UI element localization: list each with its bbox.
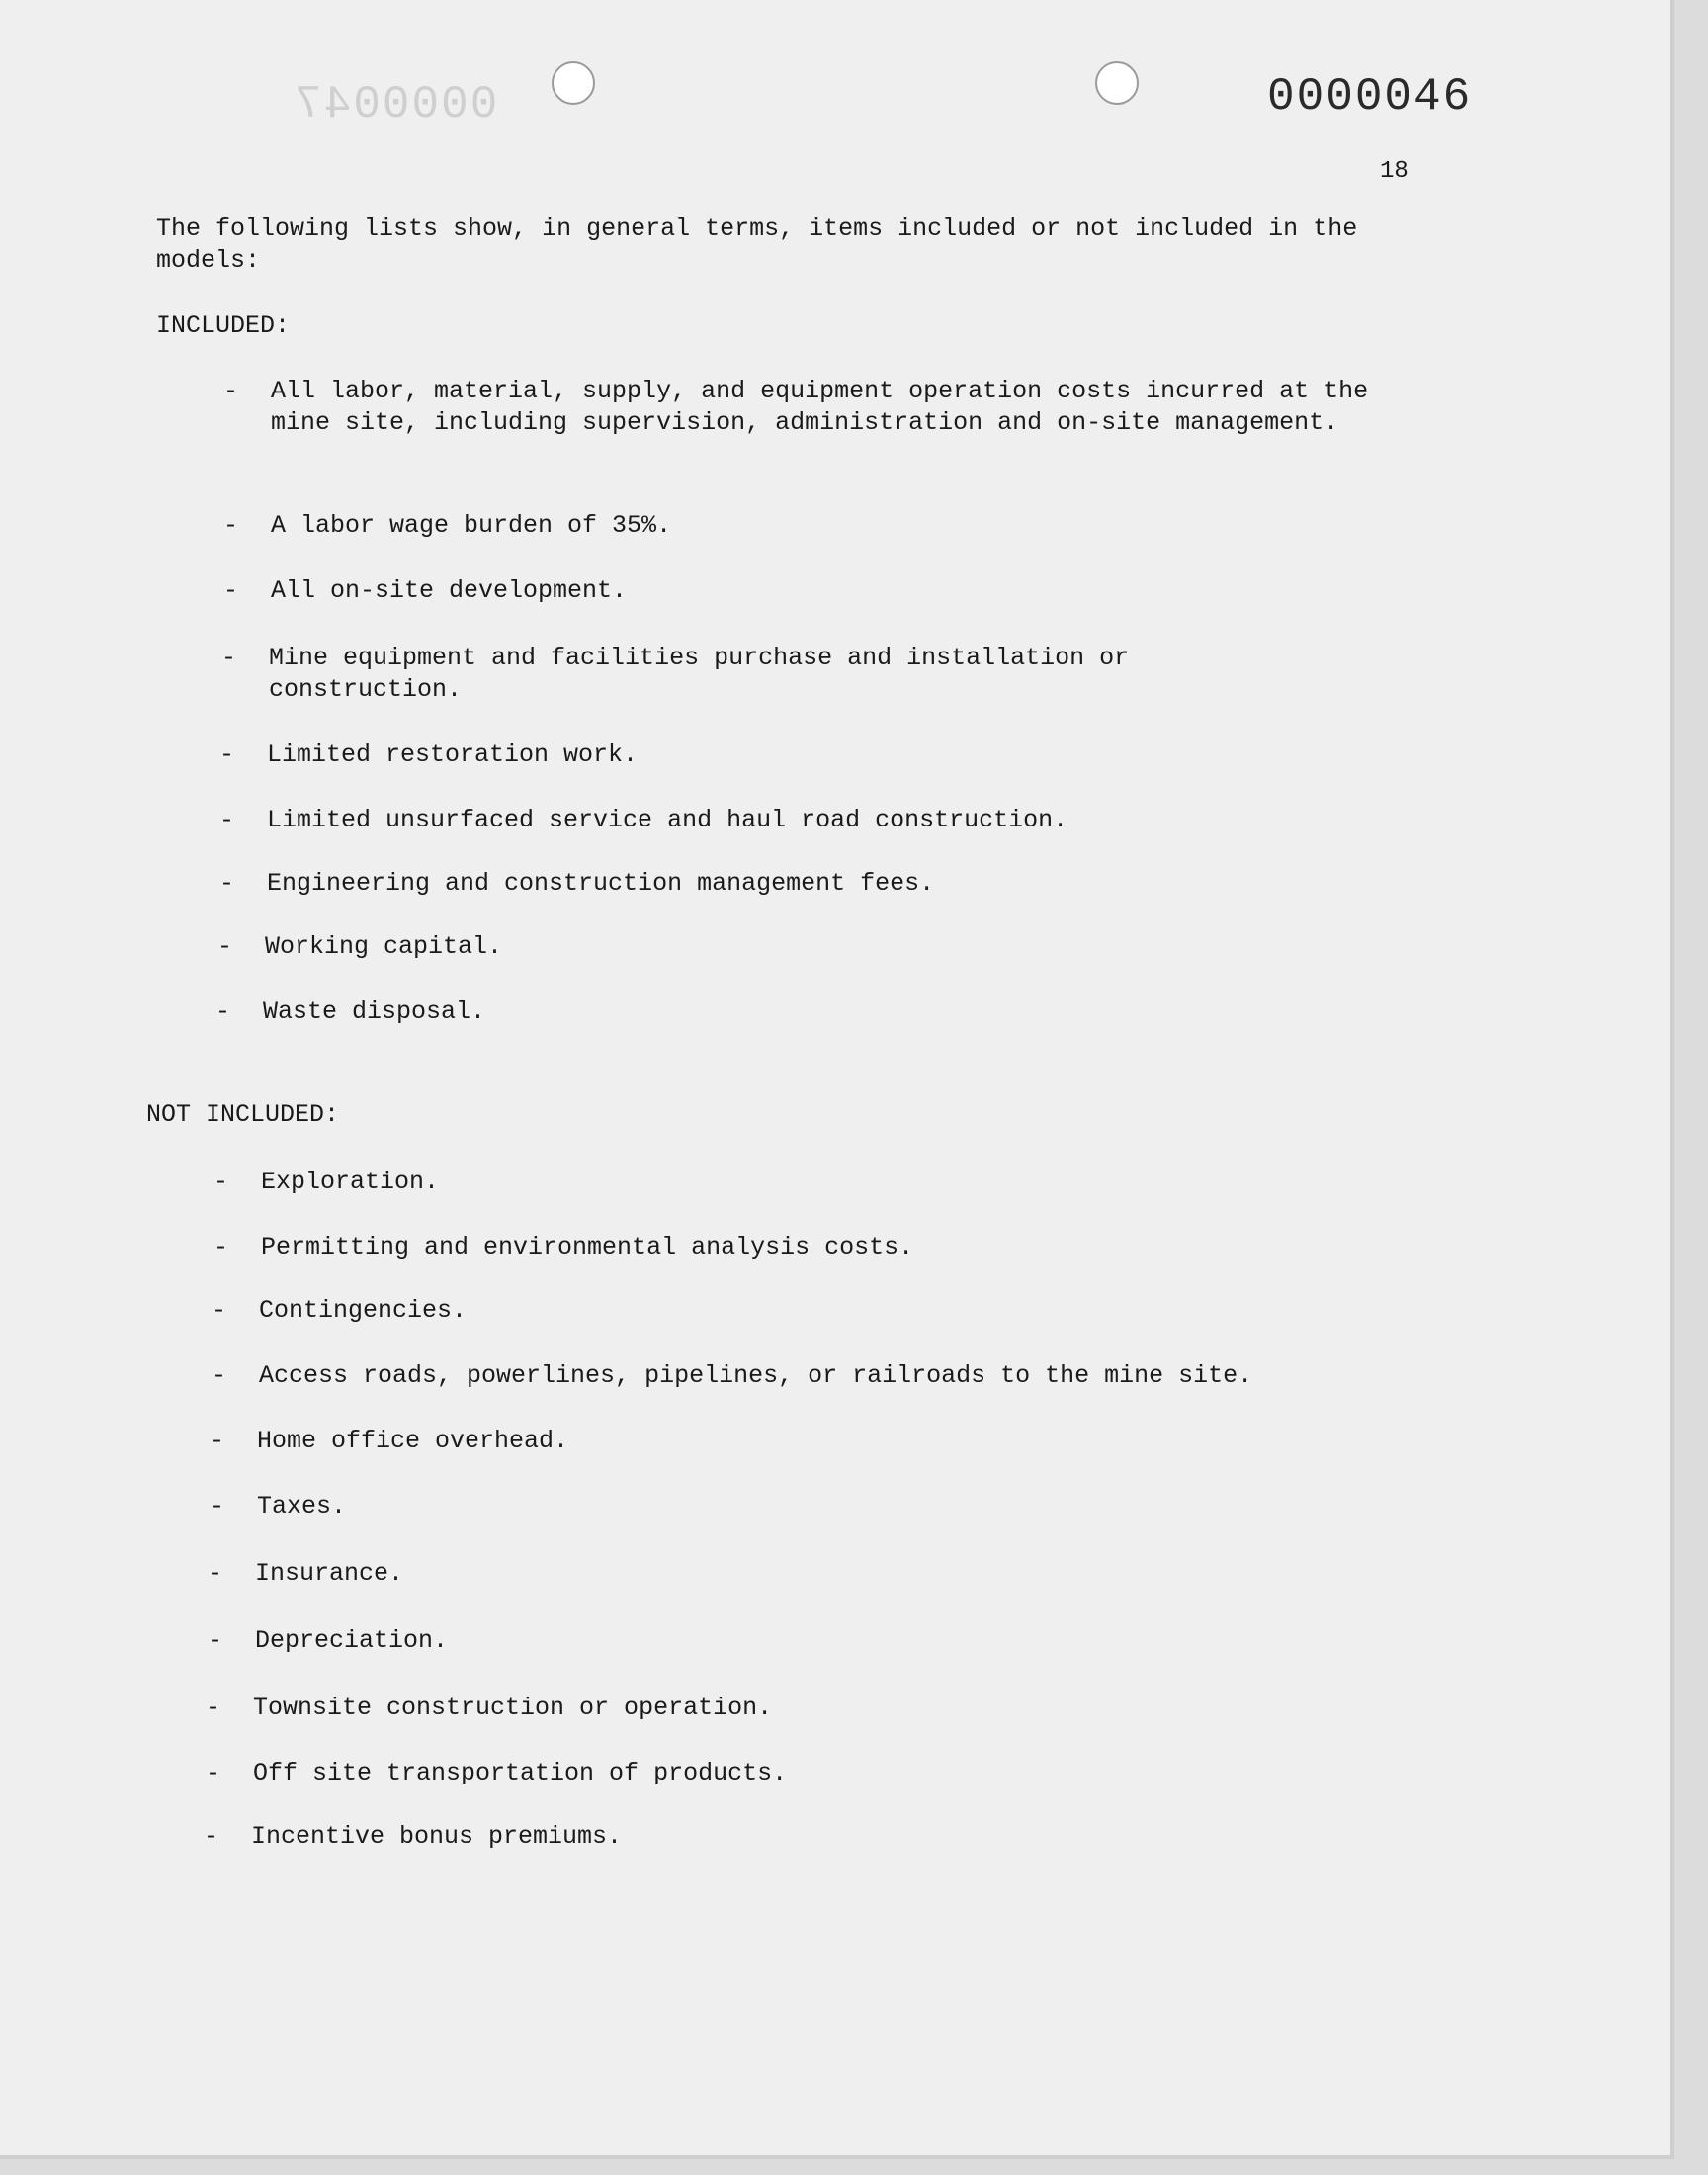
- document-stamp-number: 0000046: [1267, 71, 1473, 123]
- not-included-item-text: Access roads, powerlines, pipelines, or railroads to the mine site.: [259, 1361, 1253, 1390]
- not-included-item-text: Permitting and environmental analysis costs.: [261, 1233, 914, 1262]
- included-item-text: All on-site development.: [271, 576, 628, 605]
- included-item-text: Waste disposal.: [263, 998, 486, 1026]
- bullet-dash: -: [206, 1694, 221, 1722]
- included-item-text: Engineering and construction management fees.: [267, 869, 935, 898]
- bullet-dash: -: [215, 998, 231, 1026]
- page-number: 18: [1380, 158, 1409, 185]
- bullet-dash: -: [214, 1168, 229, 1196]
- bullet-dash: -: [210, 1427, 225, 1455]
- not-included-heading: NOT INCLUDED:: [146, 1100, 340, 1129]
- not-included-item-text: Home office overhead.: [257, 1427, 569, 1455]
- not-included-item-text: Taxes.: [257, 1492, 347, 1521]
- not-included-item-text: Depreciation.: [255, 1626, 449, 1655]
- bullet-dash: -: [219, 869, 235, 898]
- not-included-item-text: Insurance.: [255, 1559, 404, 1588]
- bullet-dash: -: [223, 511, 239, 540]
- included-item-text: Limited restoration work.: [267, 740, 639, 769]
- not-included-item-text: Contingencies.: [259, 1296, 468, 1325]
- bleed-through-stamp: 0000047: [293, 79, 498, 130]
- included-item-text: Mine equipment and facilities purchase and installation or construction.: [269, 644, 1130, 704]
- included-item-text: Working capital.: [265, 932, 503, 961]
- bullet-dash: -: [206, 1759, 221, 1787]
- bullet-dash: -: [217, 932, 233, 961]
- bullet-dash: -: [208, 1559, 223, 1588]
- bullet-dash: -: [212, 1296, 227, 1325]
- bullet-dash: -: [221, 644, 237, 672]
- not-included-item-text: Townsite construction or operation.: [253, 1694, 773, 1722]
- not-included-item-text: Off site transportation of products.: [253, 1759, 788, 1787]
- bullet-dash: -: [223, 377, 239, 405]
- bullet-dash: -: [223, 576, 239, 605]
- bullet-dash: -: [210, 1492, 225, 1521]
- not-included-item-text: Incentive bonus premiums.: [251, 1822, 623, 1851]
- bullet-dash: -: [208, 1626, 223, 1655]
- included-heading: INCLUDED:: [156, 311, 291, 340]
- intro-paragraph: The following lists show, in general terms, items included or not included in the models:: [156, 215, 1358, 275]
- included-item-text: All labor, material, supply, and equipment operation costs incurred at the mine site, including supervision, administration and on-site management.: [271, 377, 1369, 437]
- bullet-dash: -: [204, 1822, 219, 1851]
- bullet-dash: -: [212, 1361, 227, 1390]
- included-item-text: Limited unsurfaced service and haul road construction.: [267, 806, 1068, 834]
- bullet-dash: -: [214, 1233, 229, 1262]
- included-item-text: A labor wage burden of 35%.: [271, 511, 672, 540]
- bullet-dash: -: [219, 806, 235, 834]
- not-included-item-text: Exploration.: [261, 1168, 440, 1196]
- punch-hole-left: [552, 61, 595, 105]
- punch-hole-right: [1095, 61, 1139, 105]
- bullet-dash: -: [219, 740, 235, 769]
